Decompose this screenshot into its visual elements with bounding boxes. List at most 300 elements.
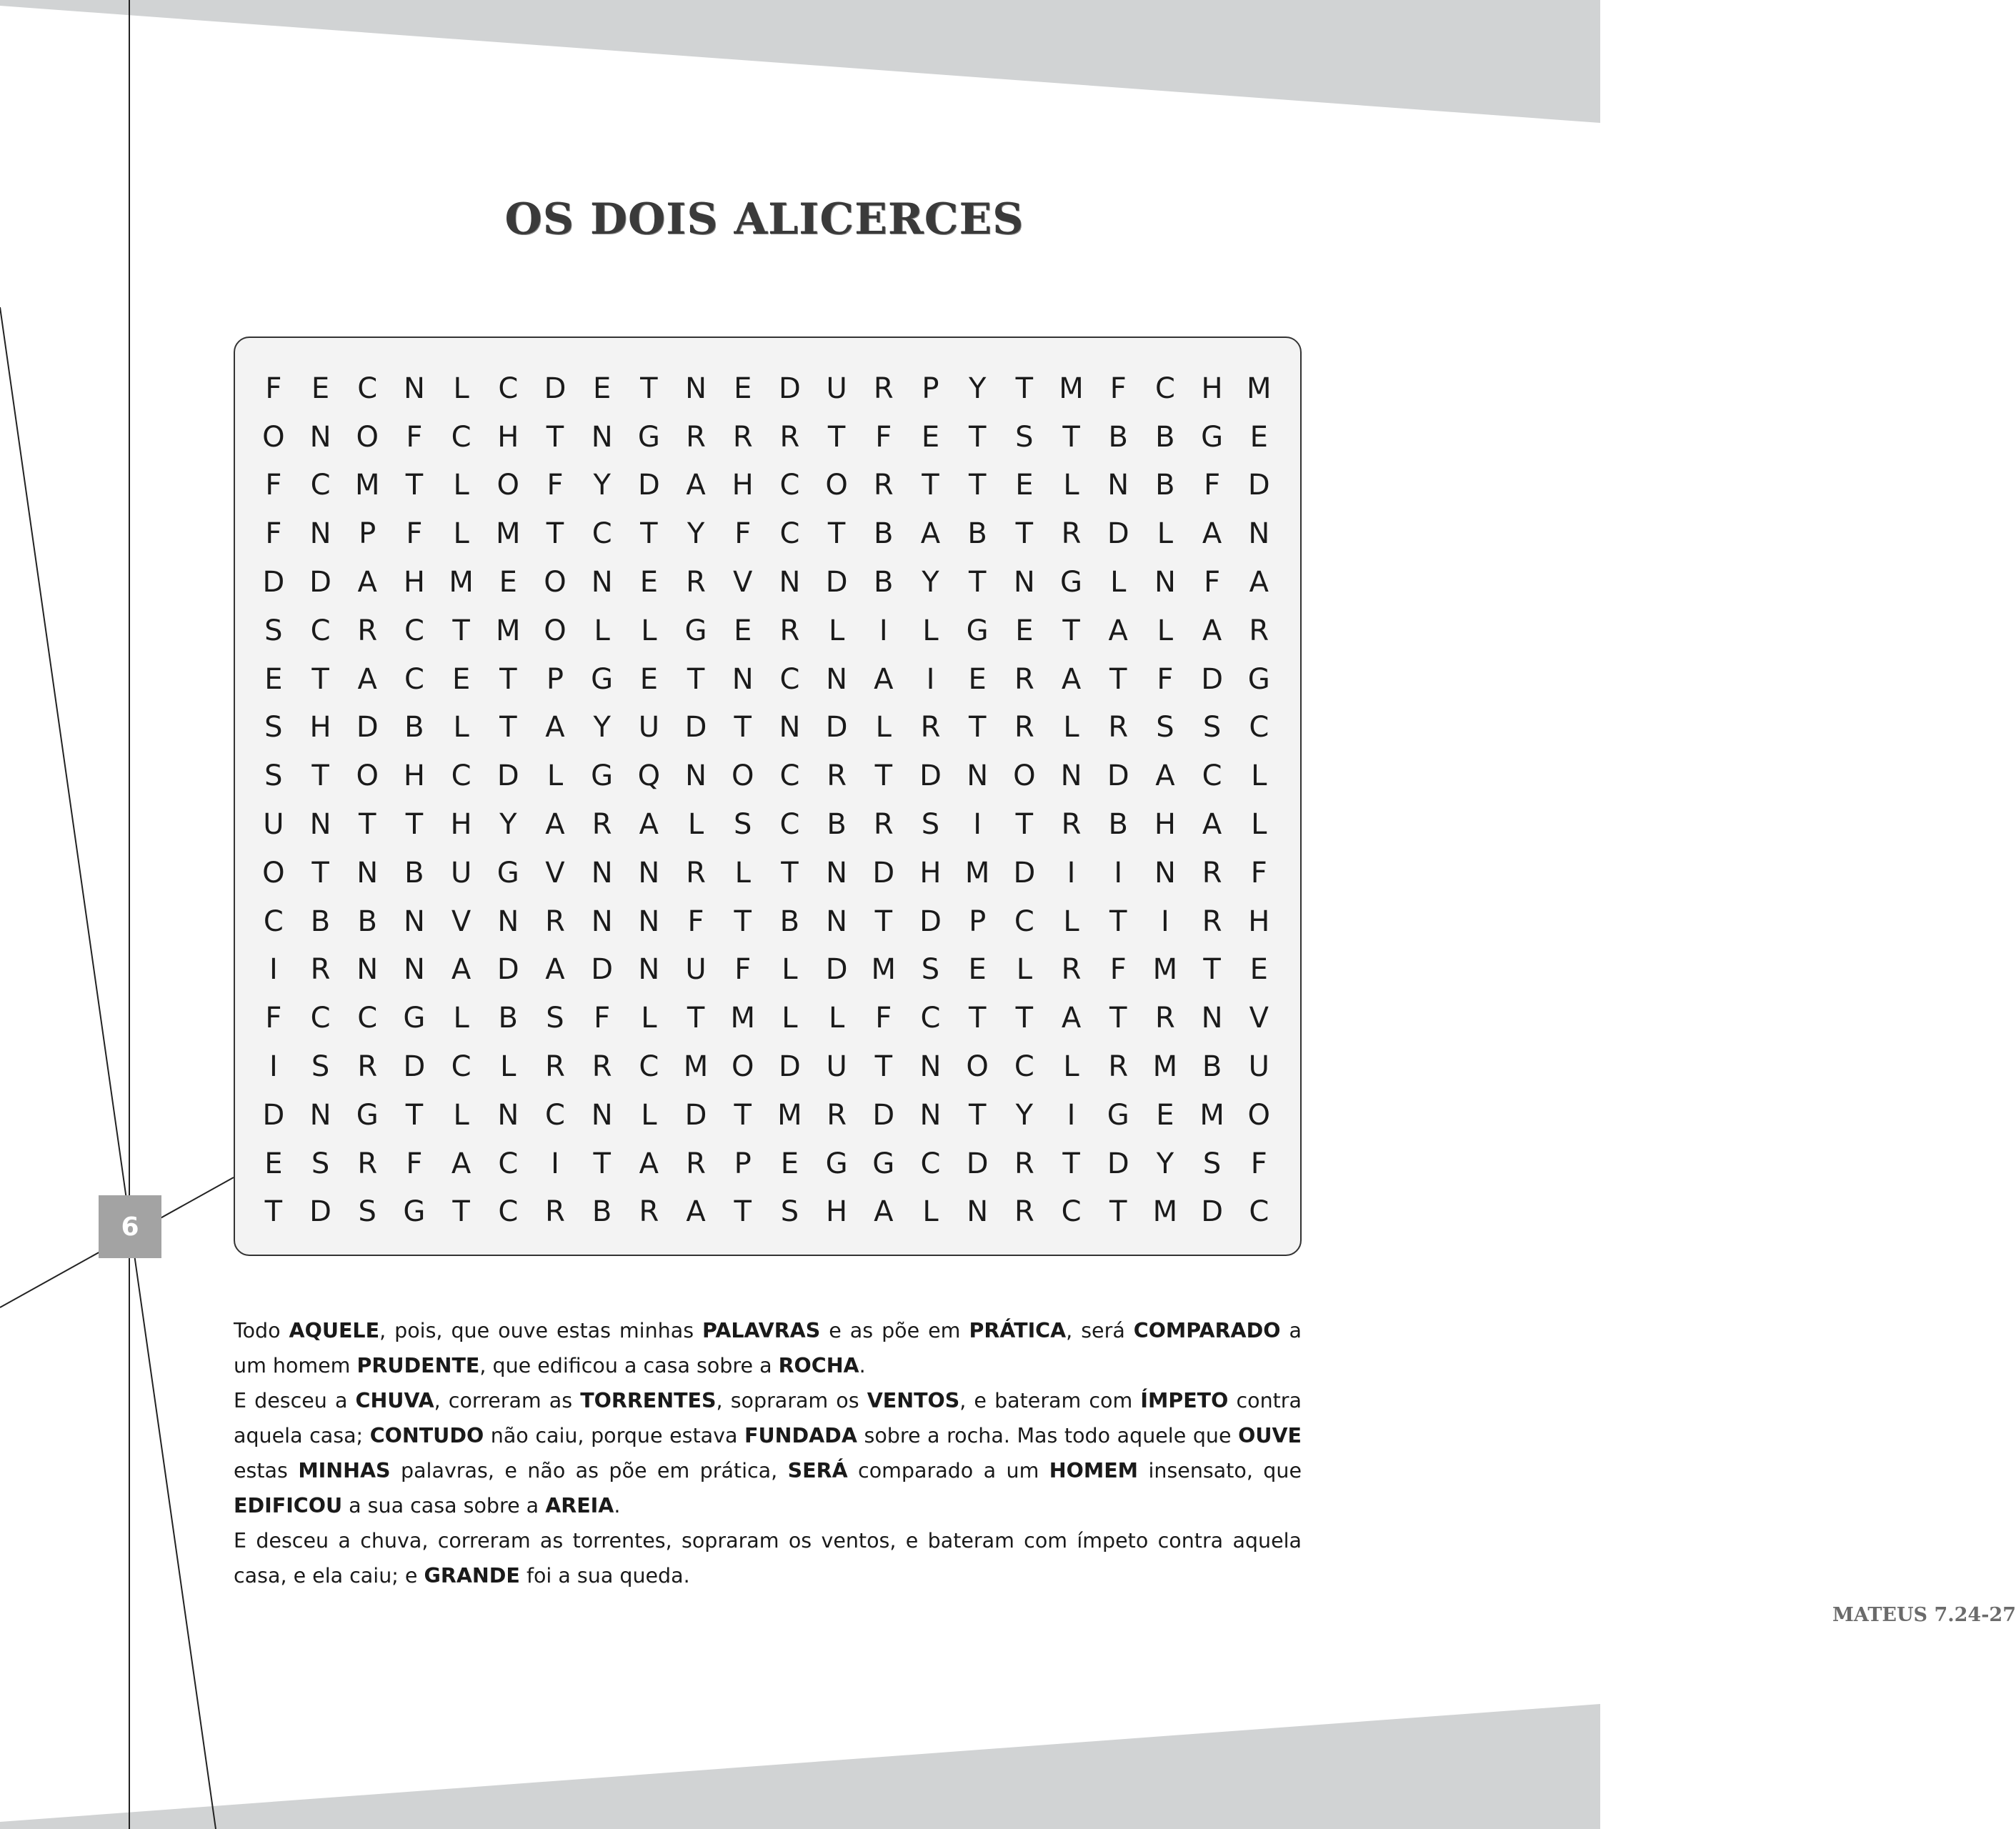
grid-letter[interactable]: P	[922, 372, 939, 405]
grid-letter[interactable]: S	[1202, 1147, 1222, 1180]
grid-letter[interactable]: G	[1060, 566, 1083, 599]
grid-letter[interactable]: T	[734, 904, 752, 938]
grid-letter[interactable]: T	[781, 856, 799, 889]
grid-letter[interactable]: C	[779, 662, 800, 696]
grid-letter[interactable]: F	[265, 372, 282, 405]
grid-letter[interactable]: A	[920, 517, 941, 551]
grid-letter[interactable]: U	[826, 372, 847, 405]
grid-letter[interactable]: R	[1155, 1002, 1175, 1035]
grid-letter[interactable]: Y	[1015, 1098, 1034, 1132]
grid-letter[interactable]: E	[1249, 953, 1268, 987]
grid-letter[interactable]: D	[919, 759, 942, 793]
grid-letter[interactable]: I	[1067, 856, 1076, 889]
grid-letter[interactable]: T	[405, 808, 424, 842]
grid-letter[interactable]: N	[826, 856, 848, 889]
grid-letter[interactable]: M	[964, 856, 990, 889]
grid-letter[interactable]: V	[1249, 1002, 1269, 1035]
grid-letter[interactable]: A	[1108, 614, 1128, 647]
grid-letter[interactable]: E	[734, 372, 752, 405]
grid-letter[interactable]: D	[966, 1147, 989, 1180]
grid-letter[interactable]: N	[1013, 566, 1035, 599]
grid-letter[interactable]: D	[779, 1050, 801, 1084]
grid-letter[interactable]: L	[782, 953, 798, 987]
grid-letter[interactable]: D	[779, 372, 801, 405]
grid-letter[interactable]: T	[405, 469, 424, 502]
grid-letter[interactable]: L	[734, 856, 751, 889]
grid-letter[interactable]: O	[731, 759, 754, 793]
grid-letter[interactable]: T	[264, 1195, 283, 1229]
grid-letter[interactable]: F	[1204, 469, 1221, 502]
grid-letter[interactable]: T	[968, 1002, 987, 1035]
grid-letter[interactable]: Y	[593, 711, 611, 744]
grid-letter[interactable]: H	[403, 566, 425, 599]
grid-letter[interactable]: C	[1249, 1195, 1269, 1229]
grid-letter[interactable]: B	[404, 856, 424, 889]
grid-letter[interactable]: U	[1248, 1050, 1269, 1084]
grid-letter[interactable]: T	[734, 1098, 752, 1132]
grid-letter[interactable]: L	[594, 614, 610, 647]
grid-letter[interactable]: T	[1062, 1147, 1080, 1180]
grid-letter[interactable]: L	[641, 1002, 657, 1035]
grid-letter[interactable]: O	[731, 1050, 754, 1084]
grid-letter[interactable]: H	[1248, 904, 1270, 938]
grid-letter[interactable]: T	[311, 662, 329, 696]
grid-letter[interactable]: G	[684, 614, 707, 647]
grid-letter[interactable]: Y	[499, 808, 517, 842]
grid-letter[interactable]: T	[640, 372, 658, 405]
grid-letter[interactable]: M	[1152, 1195, 1178, 1229]
grid-letter[interactable]: F	[1109, 953, 1127, 987]
grid-letter[interactable]: S	[734, 808, 752, 842]
grid-letter[interactable]: H	[732, 469, 754, 502]
grid-letter[interactable]: N	[826, 662, 848, 696]
grid-letter[interactable]: R	[686, 566, 706, 599]
grid-letter[interactable]: A	[1202, 614, 1222, 647]
grid-letter[interactable]: N	[1248, 517, 1270, 551]
grid-letter[interactable]: T	[968, 469, 987, 502]
grid-letter[interactable]: M	[1152, 1050, 1178, 1084]
grid-letter[interactable]: C	[451, 759, 471, 793]
grid-letter[interactable]: Y	[687, 517, 705, 551]
grid-letter[interactable]: R	[686, 420, 706, 454]
grid-letter[interactable]: N	[685, 759, 707, 793]
grid-letter[interactable]: E	[264, 1147, 283, 1180]
grid-letter[interactable]: C	[779, 517, 800, 551]
grid-letter[interactable]: F	[734, 517, 752, 551]
grid-letter[interactable]: F	[687, 904, 704, 938]
grid-letter[interactable]: R	[310, 953, 331, 987]
grid-letter[interactable]: C	[1249, 711, 1269, 744]
grid-letter[interactable]: C	[404, 662, 424, 696]
grid-letter[interactable]: L	[1063, 1050, 1079, 1084]
grid-letter[interactable]: C	[498, 372, 519, 405]
grid-letter[interactable]: T	[874, 759, 892, 793]
grid-letter[interactable]: E	[734, 614, 752, 647]
grid-letter[interactable]: T	[968, 711, 987, 744]
grid-letter[interactable]: R	[545, 904, 565, 938]
grid-letter[interactable]: D	[637, 469, 660, 502]
grid-letter[interactable]: T	[499, 711, 517, 744]
grid-letter[interactable]: I	[926, 662, 935, 696]
grid-letter[interactable]: L	[1251, 759, 1267, 793]
grid-letter[interactable]: R	[873, 808, 894, 842]
grid-letter[interactable]: C	[920, 1002, 941, 1035]
grid-letter[interactable]: N	[591, 566, 613, 599]
grid-letter[interactable]: E	[264, 662, 283, 696]
grid-letter[interactable]: L	[453, 1098, 469, 1132]
grid-letter[interactable]: F	[875, 420, 892, 454]
grid-letter[interactable]: O	[544, 566, 567, 599]
grid-letter[interactable]: C	[779, 759, 800, 793]
grid-letter[interactable]: L	[875, 711, 892, 744]
grid-letter[interactable]: T	[1015, 517, 1034, 551]
grid-letter[interactable]: A	[1061, 1002, 1082, 1035]
grid-letter[interactable]: B	[1202, 1050, 1222, 1084]
grid-letter[interactable]: N	[685, 372, 707, 405]
grid-letter[interactable]: D	[1013, 856, 1036, 889]
grid-letter[interactable]: D	[356, 711, 379, 744]
grid-letter[interactable]: V	[451, 904, 471, 938]
grid-letter[interactable]: N	[919, 1098, 942, 1132]
grid-letter[interactable]: T	[1109, 904, 1127, 938]
grid-letter[interactable]: T	[687, 1002, 705, 1035]
grid-letter[interactable]: N	[403, 372, 425, 405]
grid-letter[interactable]: D	[1247, 469, 1270, 502]
grid-letter[interactable]: M	[1199, 1098, 1224, 1132]
grid-letter[interactable]: S	[264, 614, 283, 647]
grid-letter[interactable]: S	[1156, 711, 1174, 744]
grid-letter[interactable]: I	[269, 1050, 278, 1084]
grid-letter[interactable]: A	[874, 1195, 894, 1229]
grid-letter[interactable]: C	[779, 808, 800, 842]
grid-letter[interactable]: T	[1062, 614, 1080, 647]
grid-letter[interactable]: O	[262, 420, 285, 454]
grid-letter[interactable]: H	[919, 856, 942, 889]
grid-letter[interactable]: H	[403, 759, 425, 793]
grid-letter[interactable]: I	[551, 1147, 559, 1180]
grid-letter[interactable]: T	[1109, 1195, 1127, 1229]
grid-letter[interactable]: E	[780, 1147, 799, 1180]
grid-letter[interactable]: T	[968, 1098, 987, 1132]
grid-letter[interactable]: R	[1061, 517, 1082, 551]
grid-letter[interactable]: E	[311, 372, 330, 405]
grid-letter[interactable]: C	[404, 614, 424, 647]
grid-letter[interactable]: D	[919, 904, 942, 938]
grid-letter[interactable]: R	[545, 1050, 565, 1084]
grid-letter[interactable]: C	[310, 469, 331, 502]
grid-letter[interactable]: T	[1109, 1002, 1127, 1035]
grid-letter[interactable]: R	[920, 711, 941, 744]
grid-letter[interactable]: T	[734, 711, 752, 744]
grid-letter[interactable]: Q	[637, 759, 661, 793]
grid-letter[interactable]: L	[782, 1002, 798, 1035]
grid-letter[interactable]: N	[1201, 1002, 1223, 1035]
grid-letter[interactable]: C	[498, 1147, 519, 1180]
grid-letter[interactable]: B	[779, 904, 800, 938]
grid-letter[interactable]: D	[1107, 759, 1129, 793]
grid-letter[interactable]: D	[591, 953, 614, 987]
grid-letter[interactable]: B	[310, 904, 331, 938]
grid-letter[interactable]: N	[1154, 856, 1176, 889]
grid-letter[interactable]: N	[638, 904, 660, 938]
grid-letter[interactable]: A	[357, 566, 377, 599]
grid-letter[interactable]: M	[354, 469, 380, 502]
grid-letter[interactable]: A	[545, 808, 565, 842]
grid-letter[interactable]: G	[591, 662, 614, 696]
grid-letter[interactable]: S	[921, 953, 940, 987]
grid-letter[interactable]: N	[779, 566, 801, 599]
grid-letter[interactable]: T	[734, 1195, 752, 1229]
grid-letter[interactable]: F	[406, 1147, 423, 1180]
grid-letter[interactable]: R	[686, 1147, 706, 1180]
grid-letter[interactable]: A	[686, 469, 706, 502]
grid-letter[interactable]: B	[1108, 420, 1128, 454]
grid-letter[interactable]: T	[1203, 953, 1221, 987]
grid-letter[interactable]: U	[263, 808, 284, 842]
grid-letter[interactable]: T	[687, 662, 705, 696]
grid-letter[interactable]: C	[357, 372, 378, 405]
grid-letter[interactable]: M	[730, 1002, 755, 1035]
grid-letter[interactable]: L	[641, 614, 657, 647]
grid-letter[interactable]: R	[1014, 711, 1034, 744]
grid-letter[interactable]: N	[967, 1195, 989, 1229]
grid-letter[interactable]: A	[451, 1147, 471, 1180]
grid-letter[interactable]: O	[966, 1050, 989, 1084]
grid-letter[interactable]: U	[685, 953, 707, 987]
grid-letter[interactable]: N	[591, 856, 613, 889]
grid-letter[interactable]: O	[825, 469, 848, 502]
grid-letter[interactable]: B	[1155, 420, 1175, 454]
grid-letter[interactable]: N	[403, 904, 425, 938]
grid-letter[interactable]: R	[873, 372, 894, 405]
grid-letter[interactable]: R	[1014, 1147, 1034, 1180]
grid-letter[interactable]: L	[687, 808, 704, 842]
grid-letter[interactable]: N	[1107, 469, 1129, 502]
grid-letter[interactable]: R	[1202, 856, 1222, 889]
grid-letter[interactable]: T	[405, 1098, 424, 1132]
grid-letter[interactable]: D	[1107, 1147, 1129, 1180]
grid-letter[interactable]: A	[545, 711, 565, 744]
grid-letter[interactable]: T	[593, 1147, 611, 1180]
grid-letter[interactable]: N	[591, 420, 613, 454]
grid-letter[interactable]: G	[403, 1195, 426, 1229]
grid-letter[interactable]: A	[1155, 759, 1175, 793]
grid-letter[interactable]: C	[779, 469, 800, 502]
grid-letter[interactable]: L	[641, 1098, 657, 1132]
grid-letter[interactable]: C	[451, 1050, 471, 1084]
grid-letter[interactable]: M	[871, 953, 897, 987]
grid-letter[interactable]: L	[547, 759, 564, 793]
grid-letter[interactable]: L	[1251, 808, 1267, 842]
grid-letter[interactable]: T	[1109, 662, 1127, 696]
grid-letter[interactable]: A	[686, 1195, 706, 1229]
grid-letter[interactable]: L	[1063, 469, 1079, 502]
grid-letter[interactable]: F	[406, 517, 423, 551]
grid-letter[interactable]: O	[1247, 1098, 1271, 1132]
grid-letter[interactable]: C	[451, 420, 471, 454]
grid-letter[interactable]: S	[264, 711, 283, 744]
grid-letter[interactable]: A	[874, 662, 894, 696]
grid-letter[interactable]: G	[966, 614, 989, 647]
grid-letter[interactable]: G	[1201, 420, 1224, 454]
grid-letter[interactable]: R	[1061, 808, 1082, 842]
grid-letter[interactable]: M	[1152, 953, 1178, 987]
grid-letter[interactable]: C	[310, 1002, 331, 1035]
grid-letter[interactable]: F	[734, 953, 752, 987]
grid-letter[interactable]: C	[1014, 904, 1034, 938]
grid-letter[interactable]: L	[922, 1195, 939, 1229]
grid-letter[interactable]: D	[1201, 1195, 1223, 1229]
grid-letter[interactable]: G	[496, 856, 519, 889]
grid-letter[interactable]: S	[1015, 420, 1034, 454]
grid-letter[interactable]: D	[262, 566, 285, 599]
grid-letter[interactable]: T	[311, 759, 329, 793]
grid-letter[interactable]: P	[546, 662, 564, 696]
grid-letter[interactable]: L	[1063, 904, 1079, 938]
grid-letter[interactable]: T	[311, 856, 329, 889]
grid-letter[interactable]: E	[968, 953, 987, 987]
grid-letter[interactable]: R	[779, 614, 800, 647]
grid-letter[interactable]: B	[592, 1195, 612, 1229]
grid-letter[interactable]: N	[826, 904, 848, 938]
grid-letter[interactable]: N	[591, 1098, 613, 1132]
grid-letter[interactable]: S	[780, 1195, 799, 1229]
grid-letter[interactable]: E	[451, 662, 471, 696]
grid-letter[interactable]: R	[357, 614, 378, 647]
grid-letter[interactable]: B	[967, 517, 987, 551]
grid-letter[interactable]: L	[453, 1002, 469, 1035]
grid-letter[interactable]: T	[359, 808, 376, 842]
grid-letter[interactable]: A	[545, 953, 565, 987]
grid-letter[interactable]: L	[1063, 711, 1079, 744]
grid-letter[interactable]: G	[872, 1147, 895, 1180]
grid-letter[interactable]: P	[969, 904, 987, 938]
grid-letter[interactable]: R	[686, 856, 706, 889]
grid-letter[interactable]: G	[637, 420, 660, 454]
grid-letter[interactable]: F	[1157, 662, 1174, 696]
grid-letter[interactable]: U	[450, 856, 472, 889]
grid-letter[interactable]: F	[1250, 856, 1267, 889]
grid-letter[interactable]: R	[779, 420, 800, 454]
grid-letter[interactable]: F	[1109, 372, 1127, 405]
grid-letter[interactable]: A	[1061, 662, 1082, 696]
grid-letter[interactable]: F	[875, 1002, 892, 1035]
grid-letter[interactable]: N	[309, 808, 331, 842]
grid-letter[interactable]: D	[872, 1098, 895, 1132]
grid-letter[interactable]: M	[1059, 372, 1084, 405]
grid-letter[interactable]: N	[1154, 566, 1176, 599]
grid-letter[interactable]: M	[777, 1098, 802, 1132]
grid-letter[interactable]: R	[639, 1195, 659, 1229]
grid-letter[interactable]: S	[264, 759, 283, 793]
grid-letter[interactable]: C	[263, 904, 284, 938]
grid-letter[interactable]: D	[262, 1098, 285, 1132]
grid-letter[interactable]: Y	[968, 372, 987, 405]
grid-letter[interactable]: L	[1110, 566, 1127, 599]
grid-letter[interactable]: D	[544, 372, 567, 405]
grid-letter[interactable]: Y	[1156, 1147, 1174, 1180]
grid-letter[interactable]: U	[826, 1050, 847, 1084]
grid-letter[interactable]: G	[1247, 662, 1270, 696]
grid-letter[interactable]: R	[592, 808, 612, 842]
grid-letter[interactable]: S	[921, 808, 940, 842]
grid-letter[interactable]: L	[1157, 614, 1174, 647]
grid-letter[interactable]: N	[967, 759, 989, 793]
grid-letter[interactable]: B	[827, 808, 847, 842]
grid-letter[interactable]: T	[874, 904, 892, 938]
grid-letter[interactable]: Y	[922, 566, 939, 599]
grid-letter[interactable]: R	[873, 469, 894, 502]
grid-letter[interactable]: R	[1108, 1050, 1129, 1084]
grid-letter[interactable]: Y	[593, 469, 611, 502]
grid-letter[interactable]: S	[311, 1050, 330, 1084]
grid-letter[interactable]: H	[1201, 372, 1223, 405]
grid-letter[interactable]: D	[403, 1050, 426, 1084]
grid-letter[interactable]: R	[1108, 711, 1129, 744]
grid-letter[interactable]: R	[827, 1098, 847, 1132]
grid-letter[interactable]: E	[968, 662, 987, 696]
grid-letter[interactable]: N	[591, 904, 613, 938]
grid-letter[interactable]: B	[357, 904, 377, 938]
grid-letter[interactable]: M	[496, 517, 521, 551]
grid-letter[interactable]: T	[1015, 1002, 1034, 1035]
grid-letter[interactable]: G	[403, 1002, 426, 1035]
grid-letter[interactable]: O	[1013, 759, 1036, 793]
grid-letter[interactable]: R	[1014, 1195, 1034, 1229]
grid-letter[interactable]: D	[309, 566, 331, 599]
grid-letter[interactable]: C	[920, 1147, 941, 1180]
grid-letter[interactable]: T	[827, 420, 846, 454]
grid-letter[interactable]: N	[919, 1050, 942, 1084]
grid-letter[interactable]: A	[639, 808, 659, 842]
grid-letter[interactable]: N	[356, 953, 379, 987]
grid-letter[interactable]: B	[874, 566, 894, 599]
grid-letter[interactable]: B	[1108, 808, 1128, 842]
grid-letter[interactable]: R	[1249, 614, 1269, 647]
grid-letter[interactable]: R	[357, 1050, 378, 1084]
grid-letter[interactable]: F	[547, 469, 564, 502]
grid-letter[interactable]: D	[872, 856, 895, 889]
grid-letter[interactable]: C	[545, 1098, 565, 1132]
grid-letter[interactable]: R	[827, 759, 847, 793]
grid-letter[interactable]: D	[1107, 517, 1129, 551]
grid-letter[interactable]: F	[1204, 566, 1221, 599]
grid-letter[interactable]: E	[1249, 420, 1268, 454]
grid-letter[interactable]: O	[356, 759, 379, 793]
grid-letter[interactable]: H	[309, 711, 331, 744]
grid-letter[interactable]: S	[546, 1002, 564, 1035]
grid-letter[interactable]: N	[638, 856, 660, 889]
grid-letter[interactable]: O	[262, 856, 285, 889]
grid-letter[interactable]: F	[594, 1002, 611, 1035]
grid-letter[interactable]: N	[309, 517, 331, 551]
grid-letter[interactable]: H	[826, 1195, 848, 1229]
grid-letter[interactable]: G	[825, 1147, 848, 1180]
grid-letter[interactable]: N	[309, 420, 331, 454]
grid-letter[interactable]: L	[828, 1002, 845, 1035]
grid-letter[interactable]: A	[639, 1147, 659, 1180]
grid-letter[interactable]: C	[592, 517, 612, 551]
grid-letter[interactable]: R	[1202, 904, 1222, 938]
grid-letter[interactable]: L	[1016, 953, 1032, 987]
grid-letter[interactable]: I	[879, 614, 888, 647]
grid-letter[interactable]: A	[1249, 566, 1269, 599]
grid-letter[interactable]: I	[269, 953, 278, 987]
grid-letter[interactable]: T	[874, 1050, 892, 1084]
grid-letter[interactable]: D	[309, 1195, 331, 1229]
grid-letter[interactable]: C	[310, 614, 331, 647]
grid-letter[interactable]: M	[1247, 372, 1272, 405]
